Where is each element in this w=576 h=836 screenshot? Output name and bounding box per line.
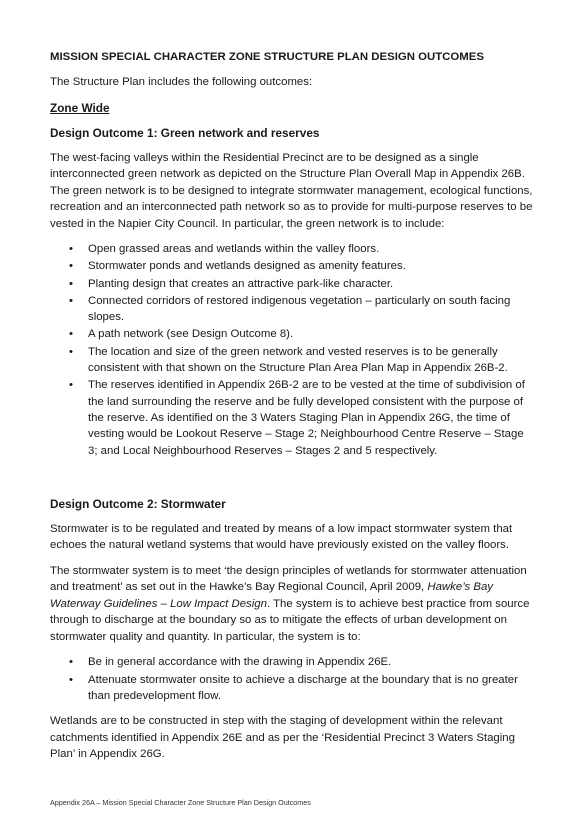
outcome1-heading: Design Outcome 1: Green network and reserves: [50, 125, 320, 140]
outcome2-paragraph-1: Stormwater is to be regulated and treated by means of a low impact stormwater system that echoes the natural wetland systems that would have previously existed on the valley floors.: [50, 522, 513, 552]
outcome2-paragraph-2: [50, 563, 535, 646]
list-item-text: Be in general accordance with the drawing in Appendix 26E.: [88, 656, 392, 669]
list-item-text: A path network (see Design Outcome 8).: [88, 328, 294, 341]
list-item-text: Planting design that creates an attractive park-like character.: [88, 277, 394, 290]
list-item: [50, 326, 535, 342]
guidelines-title: Hawke’s Bay Waterway Guidelines – Low Impact Design: [50, 581, 494, 610]
bullet-icon: •: [69, 656, 73, 669]
list-item-text: Open grassed areas and wetlands within the valley floors.: [88, 243, 380, 255]
list-item-text: Connected corridors of restored indigenous vegetation – particularly on south facing slopes.: [88, 294, 511, 324]
document-page: [50, 49, 535, 772]
bullet-icon: •: [69, 379, 73, 392]
bullet-icon: •: [69, 294, 73, 307]
page-title: MISSION SPECIAL CHARACTER ZONE STRUCTURE PLAN DESIGN OUTCOMES: [50, 51, 484, 63]
bullet-icon: •: [69, 673, 73, 686]
outcome2-paragraph-3: Wetlands are to be constructed in step with the staging of development within the relevant catchments identified in Appendix 26E and as per the ‘Residential Precinct 3 Waters Staging Plan’ in Appendix 26G.: [50, 715, 515, 761]
list-item: [50, 241, 535, 257]
outcome2-paragraph-2-start: The stormwater system is to meet ‘the design principles of wetlands for stormwater attenuation and treatment’ as set out in the Hawke’s Bay Regional Council, April 2009,: [50, 564, 527, 594]
bullet-icon: •: [69, 277, 73, 290]
bullet-icon: •: [69, 328, 73, 341]
bullet-icon: •: [69, 243, 73, 255]
list-item-text: The reserves identified in Appendix 26B-2 are to be vested at the time of subdivision of the land surrounding the reserve and be fully developed consistent with the purpose of the reserve. As identified on the 3 Waters Staging Plan in Appendix 26G, the time of vesting would be Lookout Reserve – Stage 2; Neighbourhood Centre Reserve – Stage 3; and Local Neighbourhood Reserves – Stages 2 and 5 respectively.: [88, 379, 525, 457]
list-item-text: The location and size of the green network and vested reserves is to be generally consistent with that shown on the Structure Plan Area Plan Map in Appendix 26B-2.: [88, 345, 508, 375]
list-item-text: Stormwater ponds and wetlands designed as amenity features.: [88, 260, 406, 273]
list-item: [50, 258, 535, 274]
list-item: [50, 344, 535, 377]
list-item: [50, 654, 535, 670]
section-spacer: [50, 468, 535, 496]
outcome1-paragraph: The west-facing valleys within the Residential Precinct are to be designed as a single interconnected green network as depicted on the Structure Plan Overall Map in Appendix 26B. The green network is to be designed to integrate stormwater management, ecological functions, recreation and an interconnected path network so as to provide for multi-purpose reserves to be vested in the Napier City Council. In particular, the green network is to include:: [50, 151, 533, 230]
outcome2-list: [50, 654, 535, 704]
outcome2-paragraph-2-end: . The system is to achieve best practice from source through to discharge at the boundary so as to mitigate the effects of urban development on stormwater quality and quantity. In particular, the system is to:: [50, 597, 530, 643]
zone-heading: Zone Wide: [50, 100, 110, 115]
intro-text: The Structure Plan includes the following outcomes:: [50, 76, 313, 88]
page-footer: Appendix 26A – Mission Special Character Zone Structure Plan Design Outcomes: [50, 798, 311, 807]
list-item: [50, 672, 535, 705]
list-item-text: Attenuate stormwater onsite to achieve a discharge at the boundary that is no greater than predevelopment flow.: [88, 673, 518, 702]
list-item: [50, 293, 535, 326]
list-item: [50, 377, 535, 458]
outcome2-heading: Design Outcome 2: Stormwater: [50, 496, 226, 511]
list-item: [50, 276, 535, 292]
bullet-icon: •: [69, 260, 73, 273]
bullet-icon: •: [69, 345, 73, 358]
outcome1-list: [50, 241, 535, 459]
